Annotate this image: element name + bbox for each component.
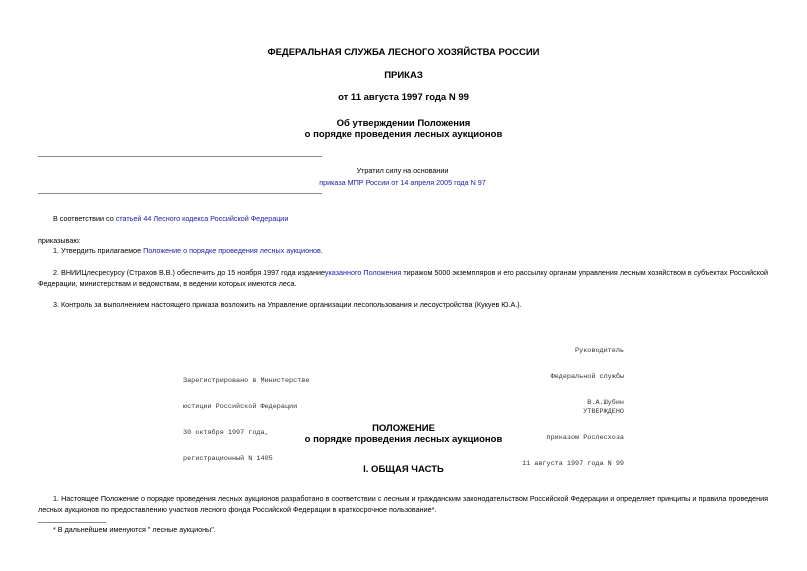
title-line-2: о порядке проведения лесных аукционов [304,129,503,140]
regulation-link[interactable]: Положение о порядке проведения лесных аукционов [143,246,321,255]
footnote-divider [38,522,106,523]
basis-prefix: В соответствии со [53,214,116,223]
item-2 [38,268,768,289]
signature-line-2: Федеральной службы [550,372,624,381]
section-1-heading: I. ОБЩАЯ ЧАСТЬ [363,464,444,475]
registration-block [183,360,309,480]
specified-regulation-link[interactable]: указанного Положения [324,268,402,277]
approval-line-2: приказом Рослесхоза [546,433,624,442]
agency-heading: ФЕДЕРАЛЬНАЯ СЛУЖБА ЛЕСНОГО ХОЗЯЙСТВА РОССИИ [267,47,540,58]
item-1 [53,246,323,257]
registration-line-3: 30 октября 1997 года, [183,428,269,437]
registration-line-4: регистрационный N 1405 [183,454,273,463]
item-2-prefix: 2. ВНИИЦлесресурсу (Страхов В.В.) обеспечить до 15 ноября 1997 года издание [53,268,325,277]
order-word: приказываю: [38,236,81,245]
divider-bottom [38,193,322,194]
signature-line-1: Руководитель [575,347,624,356]
signature-line-3: В.А.Шубин [587,398,624,407]
registration-line-1: Зарегистрировано в Министерстве [183,377,310,386]
date-number-heading: от 11 августа 1997 года N 99 [338,92,469,103]
forest-code-link[interactable]: статьей 44 Лесного кодекса Российской Федерации [115,214,289,223]
item-1-prefix: 1. Утвердить прилагаемое [53,246,144,255]
approval-line-1: УТВЕРЖДЕНО [583,408,624,417]
approval-line-3: 11 августа 1997 года N 99 [522,459,624,468]
doc-type-heading: ПРИКАЗ [384,70,423,81]
repeal-note-text: Утратил силу на основании [356,166,449,175]
repeal-order-link[interactable]: приказа МПР России от 14 апреля 2005 года N 97 [319,178,486,187]
regulation-subtitle: о порядке проведения лесных аукционов [304,434,503,445]
repeal-note [300,166,505,188]
basis-paragraph [53,214,288,225]
title-line-1: Об утверждении Положения [336,118,471,129]
divider-top [38,156,322,157]
regulation-paragraph-1: 1. Настоящее Положение о порядке проведения лесных аукционов разработано в соответствии с лесным и гражданским законодательством Российской Федерации и определяет принципы и правила проведения лесных аукционов по предоставлению участков лесного фонда Российской Федерации в краткосрочное пользование*. [38,494,768,514]
registration-line-2: юстиции Российской Федерации [183,402,298,411]
regulation-title: ПОЛОЖЕНИЕ [372,423,435,434]
item-2-suffix: тиражом 5000 экземпляров и его рассылку органам управления лесным хозяйством в субъектах Российской Федерации, министерствам и ведомствам, в ведении которых имеются леса. [38,268,768,288]
footnote: * В дальнейшем именуются " лесные аукционы". [53,525,216,534]
item-1-suffix: . [320,246,323,255]
item-3: 3. Контроль за выполнением настоящего приказа возложить на Управление организации лесопользования и лесоустройства (Кукуев Ю.А.). [53,300,522,309]
